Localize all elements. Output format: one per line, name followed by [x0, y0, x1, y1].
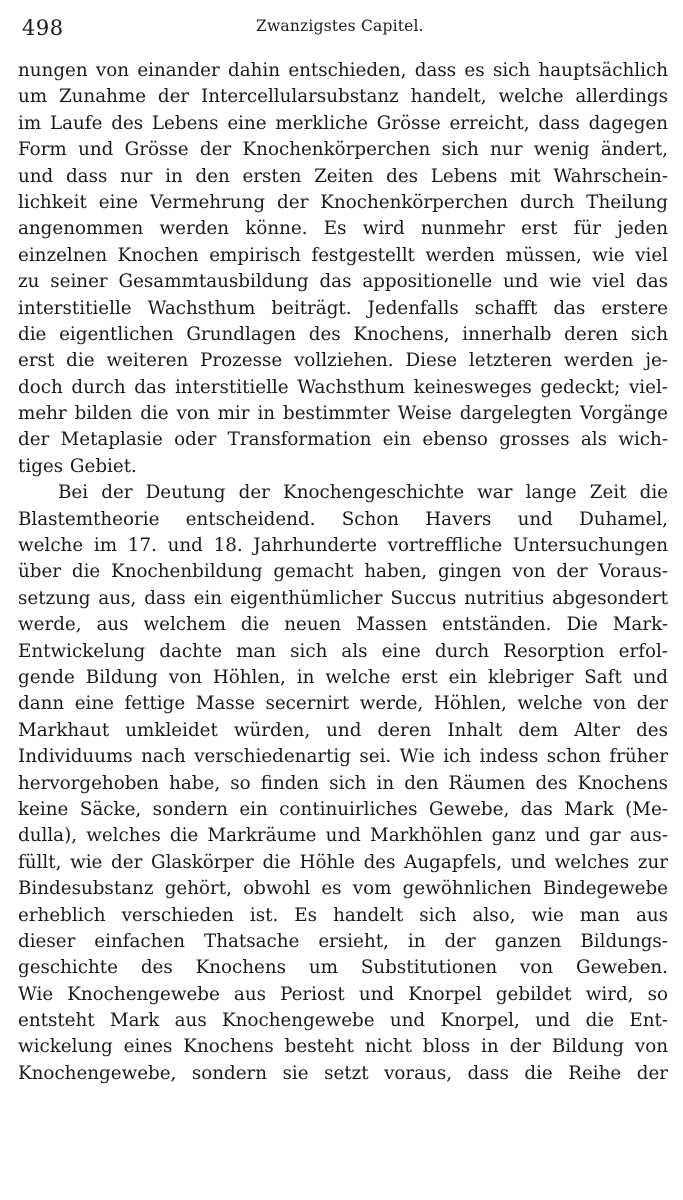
text-line: setzung aus, dass ein eigenthümlicher Succus nutritius abgesondert: [18, 587, 668, 609]
text-line: zu seiner Gesammtausbildung das appositionelle und wie viel das: [18, 271, 668, 293]
text-line: dulla), welches die Markräume und Markhöhlen ganz und gar aus-: [18, 825, 668, 847]
text-line: gende Bildung von Höhlen, in welche erst ein klebriger Saft und: [18, 666, 668, 688]
text-line: Form und Grösse der Knochenkörperchen sich nur wenig ändert,: [18, 139, 668, 161]
text-line: Knochengewebe, sondern sie setzt voraus, dass die Reihe der: [18, 1062, 668, 1084]
paragraph-1: [18, 58, 668, 480]
text-line: Markhaut umkleidet würden, und deren Inhalt dem Alter des: [18, 719, 668, 741]
text-line: Individuums nach verschiedenartig sei. Wie ich indess schon früher: [18, 746, 668, 768]
text-line: füllt, wie der Glaskörper die Höhle des Augapfels, und welches zur: [18, 851, 668, 873]
text-line: angenommen werden könne. Es wird nunmehr erst für jeden: [18, 218, 668, 240]
text-line: erst die weiteren Prozesse vollziehen. Diese letzteren werden je-: [18, 350, 668, 372]
text-line: Entwickelung dachte man sich als eine durch Resorption erfol-: [18, 640, 668, 662]
text-line: entsteht Mark aus Knochengewebe und Knorpel, und die Ent-: [18, 1010, 668, 1032]
text-line: mehr bilden die von mir in bestimmter Weise dargelegten Vorgänge: [18, 403, 668, 425]
text-line: und dass nur in den ersten Zeiten des Lebens mit Wahrschein-: [18, 165, 668, 187]
running-head: Zwanzigstes Capitel.: [256, 17, 424, 35]
text-line: werde, aus welchem die neuen Massen entständen. Die Mark-: [18, 614, 668, 636]
text-line: interstitielle Wachsthum beiträgt. Jedenfalls schafft das erstere: [18, 297, 668, 319]
paragraph-2: [18, 480, 668, 1087]
page-header: [22, 14, 661, 46]
text-line: Blastemtheorie entscheidend. Schon Havers und Duhamel,: [18, 508, 668, 530]
text-line: keine Säcke, sondern ein continuirliches Gewebe, das Mark (Me-: [18, 798, 668, 820]
text-line: über die Knochenbildung gemacht haben, gingen von der Voraus-: [18, 561, 668, 583]
text-line: erheblich verschieden ist. Es handelt sich also, wie man aus: [18, 904, 668, 926]
text-line: Bei der Deutung der Knochengeschichte war lange Zeit die: [58, 482, 668, 504]
text-line: lichkeit eine Vermehrung der Knochenkörperchen durch Theilung: [18, 191, 668, 213]
text-line: der Metaplasie oder Transformation ein ebenso grosses als wich-: [18, 429, 668, 451]
text-line: Bindesubstanz gehört, obwohl es vom gewöhnlichen Bindegewebe: [18, 878, 668, 900]
text-line: nungen von einander dahin entschieden, dass es sich hauptsächlich: [18, 60, 668, 81]
text-line: dieser einfachen Thatsache ersieht, in der ganzen Bildungs-: [18, 930, 668, 952]
text-line: die eigentlichen Grundlagen des Knochens, innerhalb deren sich: [18, 323, 668, 345]
page-number: 498: [22, 16, 64, 40]
text-line: im Laufe des Lebens eine merkliche Grösse erreicht, dass dagegen: [18, 112, 668, 134]
text-line: doch durch das interstitielle Wachsthum keinesweges gedeckt; viel-: [18, 376, 668, 398]
text-line: tiges Gebiet.: [18, 455, 137, 477]
text-line: wickelung eines Knochens besteht nicht bloss in der Bildung von: [18, 1036, 668, 1058]
text-line: einzelnen Knochen empirisch festgestellt werden müssen, wie viel: [18, 244, 668, 266]
text-line: hervorgehoben habe, so finden sich in den Räumen des Knochens: [18, 772, 668, 794]
body-text: [18, 58, 668, 1087]
text-line: geschichte des Knochens um Substitutionen von Geweben.: [18, 957, 668, 979]
text-line: um Zunahme der Intercellularsubstanz handelt, welche allerdings: [18, 86, 668, 108]
text-line: dann eine fettige Masse secernirt werde, Höhlen, welche von der: [18, 693, 668, 715]
text-line: Wie Knochengewebe aus Periost und Knorpel gebildet wird, so: [18, 983, 668, 1005]
text-line: welche im 17. und 18. Jahrhunderte vortreffliche Untersuchungen: [18, 535, 668, 557]
